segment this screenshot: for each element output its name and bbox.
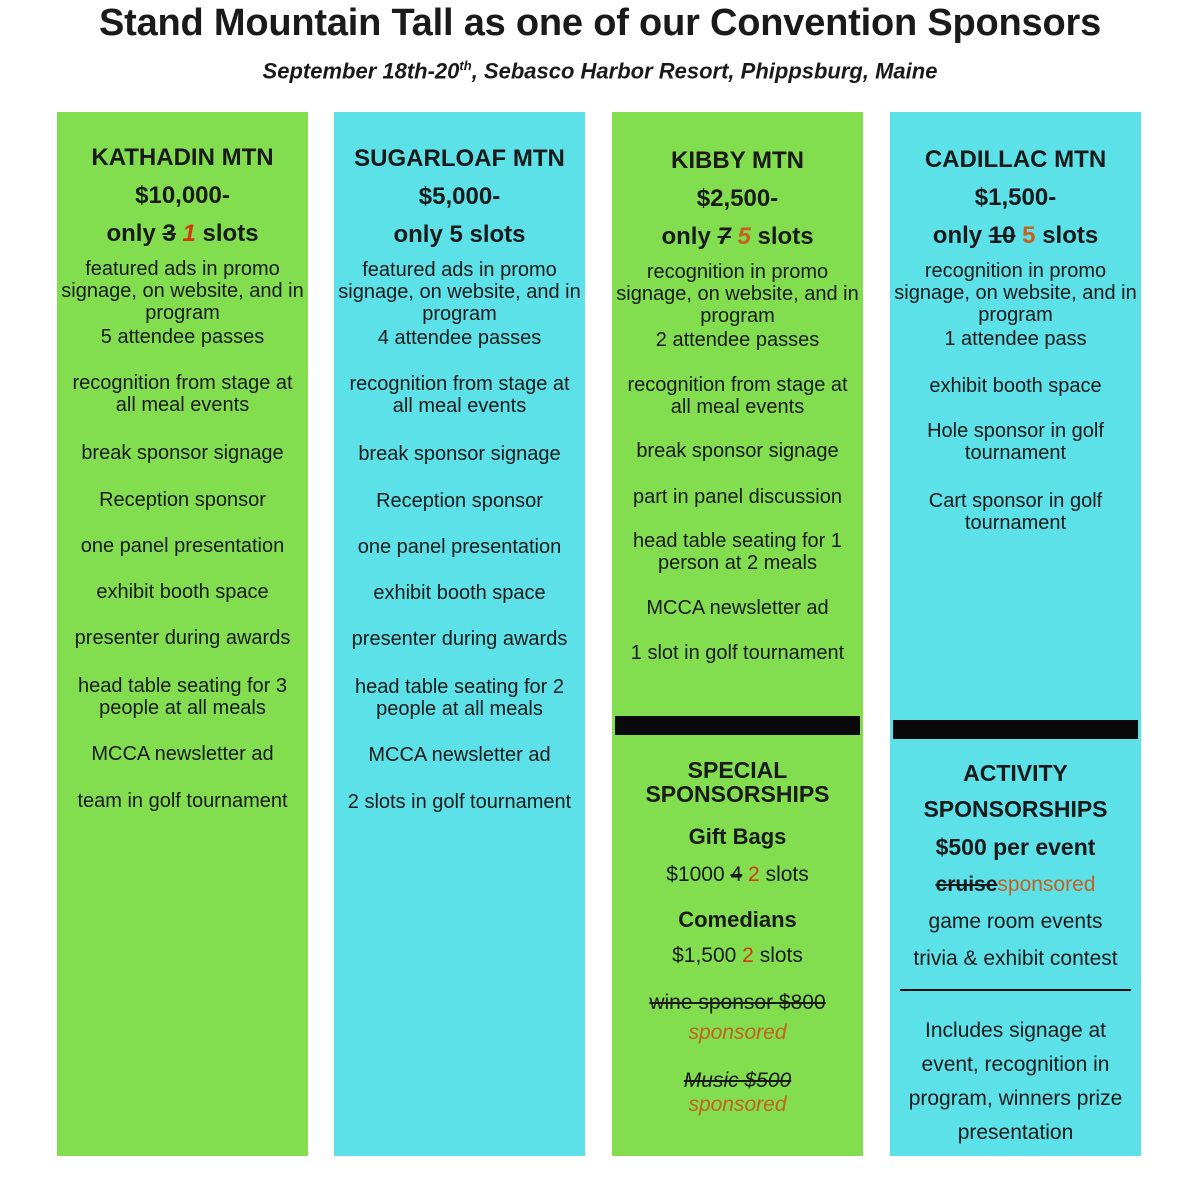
list-item: one panel presentation xyxy=(357,536,562,558)
tier-slots xyxy=(57,215,308,253)
section-divider xyxy=(893,720,1138,739)
list-item: recognition in promo signage, on website, and in program xyxy=(616,261,859,327)
special-title-2: SPONSORSHIPS xyxy=(645,781,830,807)
gift-bags-title: Gift Bags xyxy=(688,824,787,849)
list-item: 2 slots in golf tournament xyxy=(347,791,572,813)
slots-prefix: only xyxy=(106,220,156,247)
cadillac-header xyxy=(890,112,1141,255)
cadillac-column xyxy=(890,112,1141,1156)
includes-line: presentation xyxy=(957,1121,1074,1144)
includes-line: event, recognition in xyxy=(921,1053,1110,1076)
tier-price: $10,000- xyxy=(135,182,230,209)
tier-name: KIBBY MTN xyxy=(671,147,804,174)
list-item: exhibit booth space xyxy=(373,582,546,604)
sugarloaf-column xyxy=(334,112,585,1156)
tier-price: $1,500- xyxy=(974,184,1057,211)
tier-price: $2,500- xyxy=(696,185,779,212)
cruise-status: sponsored xyxy=(997,873,1096,896)
list-item: recognition from stage at all meal events xyxy=(627,374,848,418)
benefit-list xyxy=(612,261,863,682)
gift-slots-new: 2 xyxy=(748,863,760,886)
slots-old: 10 xyxy=(988,222,1016,249)
sugarloaf-header xyxy=(334,112,585,254)
slots-old: 3 xyxy=(162,220,176,247)
list-item: 5 attendee passes xyxy=(100,326,265,348)
gift-price: $1000 xyxy=(666,863,725,886)
comedians-price xyxy=(612,944,863,968)
list-item: 2 attendee passes xyxy=(655,329,820,351)
list-item: head table seating for 1 person at 2 meals xyxy=(632,530,843,574)
list-item: one panel presentation xyxy=(80,535,285,557)
includes-line: program, winners prize xyxy=(908,1087,1123,1110)
kathadin-column xyxy=(57,112,308,1156)
list-item: 1 attendee pass xyxy=(944,328,1087,350)
tier-name: KATHADIN MTN xyxy=(91,144,274,171)
slots-suffix: slots xyxy=(202,220,259,247)
list-item: MCCA newsletter ad xyxy=(368,744,551,766)
list-item: Hole sponsor in golf tournament xyxy=(927,420,1104,464)
list-item: Reception sponsor xyxy=(376,490,543,512)
tier-slots xyxy=(612,218,863,256)
list-item: team in golf tournament xyxy=(77,790,288,812)
music-sponsor: Music $500 xyxy=(683,1069,792,1092)
special-title-1: SPECIAL xyxy=(687,757,788,783)
benefit-list xyxy=(334,259,585,837)
activity-sponsorships xyxy=(890,755,1141,977)
slots-suffix: slots xyxy=(1042,222,1099,249)
list-item: break sponsor signage xyxy=(358,443,561,465)
list-item: recognition from stage at all meal events xyxy=(349,373,570,417)
slots-new: 5 xyxy=(1022,222,1036,249)
list-item: featured ads in promo signage, on website, and in program xyxy=(338,259,581,325)
list-item: 1 slot in golf tournament xyxy=(630,642,845,664)
list-item: MCCA newsletter ad xyxy=(91,743,274,765)
wine-status: sponsored xyxy=(688,1021,787,1044)
list-item: exhibit booth space xyxy=(96,581,269,603)
activity-includes xyxy=(890,1014,1141,1150)
wine-sponsor: wine sponsor $800 xyxy=(649,991,826,1014)
slots-prefix: only xyxy=(932,222,983,249)
event-location: , Sebasco Harbor Resort, Phippsburg, Maine xyxy=(471,58,938,84)
date-suffix: th xyxy=(459,58,472,73)
kibby-header xyxy=(612,112,863,256)
list-item: Cart sponsor in golf tournament xyxy=(928,490,1103,534)
tier-name: CADILLAC MTN xyxy=(924,146,1107,173)
slots-suffix: slots xyxy=(757,223,814,250)
gift-slots-old: 4 xyxy=(730,863,743,886)
tier-slots xyxy=(890,217,1141,255)
activity-rule xyxy=(900,989,1131,991)
comedians-amount: $1,500 xyxy=(672,944,737,967)
tier-slots: only 5 slots xyxy=(393,221,526,248)
event-subtitle xyxy=(0,58,1200,84)
list-item: Reception sponsor xyxy=(99,489,266,511)
slots-new: 5 xyxy=(737,223,751,250)
music-status: sponsored xyxy=(688,1093,787,1116)
list-item: presenter during awards xyxy=(351,628,568,650)
list-item: head table seating for 2 people at all meals xyxy=(354,676,565,720)
slots-old: 7 xyxy=(717,223,731,250)
gift-bags-price xyxy=(612,863,863,887)
benefit-list xyxy=(57,258,308,836)
section-divider xyxy=(615,716,860,735)
list-item: recognition from stage at all meal events xyxy=(72,372,293,416)
list-item: exhibit booth space xyxy=(929,375,1102,397)
activity-title-1: ACTIVITY xyxy=(963,760,1068,786)
game-room: game room events xyxy=(928,910,1103,933)
list-item: break sponsor signage xyxy=(81,442,284,464)
list-item: featured ads in promo signage, on website, and in program xyxy=(61,258,304,324)
page-title: Stand Mountain Tall as one of our Convention Sponsors xyxy=(98,2,1102,44)
list-item: presenter during awards xyxy=(74,627,291,649)
list-item: head table seating for 3 people at all meals xyxy=(77,675,288,719)
trivia-contest: trivia & exhibit contest xyxy=(913,947,1118,970)
benefit-list xyxy=(890,260,1141,550)
list-item: break sponsor signage xyxy=(636,440,839,462)
includes-line: Includes signage at xyxy=(925,1019,1106,1042)
kibby-column xyxy=(612,112,863,1156)
tier-name: SUGARLOAF MTN xyxy=(354,145,565,172)
slots-prefix: only xyxy=(661,223,711,250)
list-item: 4 attendee passes xyxy=(377,327,542,349)
cruise-event: cruise xyxy=(935,873,998,896)
comedians-slots-suffix: slots xyxy=(759,944,803,967)
activity-title-2: SPONSORSHIPS xyxy=(923,796,1108,822)
comedians-title: Comedians xyxy=(678,907,797,932)
list-item: MCCA newsletter ad xyxy=(646,597,829,619)
special-sponsorships xyxy=(612,758,863,1117)
tier-price: $5,000- xyxy=(418,183,501,210)
list-item: part in panel discussion xyxy=(632,486,842,508)
event-date: September 18th-20 xyxy=(262,58,460,84)
slots-new: 1 xyxy=(182,220,196,247)
gift-slots-suffix: slots xyxy=(765,863,809,886)
cruise-line xyxy=(890,867,1141,903)
activity-price: $500 per event xyxy=(935,834,1096,860)
kathadin-header xyxy=(57,112,308,253)
comedians-slots: 2 xyxy=(742,944,754,967)
list-item: recognition in promo signage, on website, and in program xyxy=(894,260,1137,326)
